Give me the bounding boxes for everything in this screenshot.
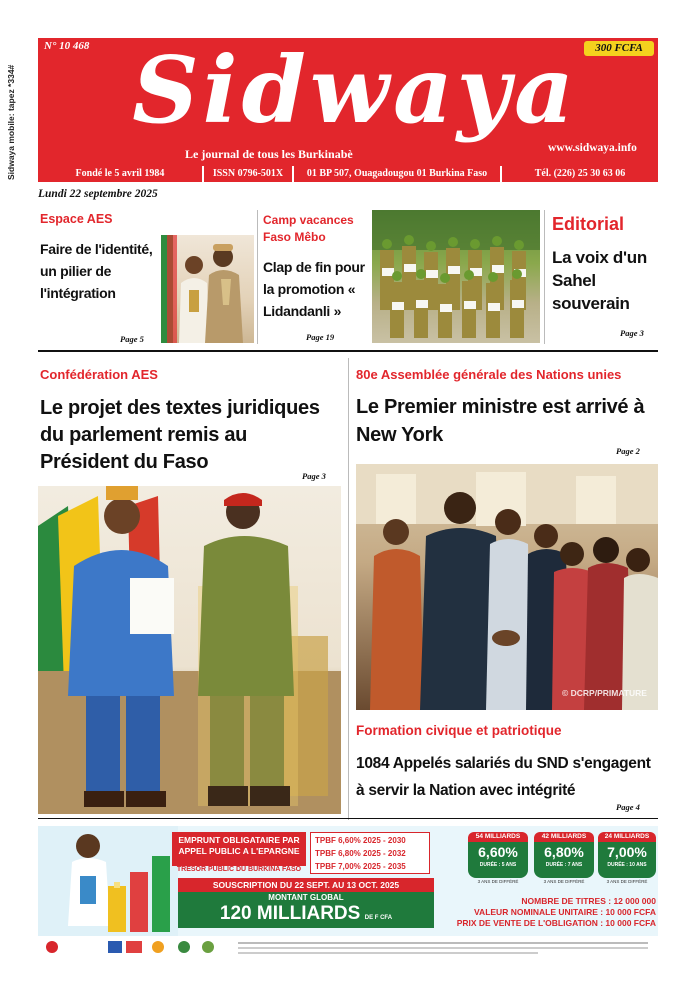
main-right-kicker: 80e Assemblée générale des Nations unies (356, 367, 622, 382)
ad-amount: 120 MILLIARDS (219, 903, 361, 924)
price-badge: 300 FCFA (584, 41, 654, 56)
ad-amount-label: MONTANT GLOBAL (268, 893, 344, 902)
divider (257, 210, 258, 344)
main-right-photo-art (356, 464, 658, 710)
editorial-headline[interactable]: La voix d'un Sahel souverain (552, 248, 647, 313)
ad-terms (442, 896, 656, 929)
main-left-kicker: Confédération AES (40, 367, 158, 382)
ad-rate-card (468, 832, 528, 878)
issn-info: ISSN 0796-501X (204, 166, 292, 182)
ad-rate-note: 3 ANS DE DIFFÉRÉ (477, 879, 519, 884)
secondary-page: Page 4 (616, 802, 640, 812)
ad-rate-duration: DURÉE : 5 ANS (479, 862, 517, 868)
sponsor-logos (38, 936, 658, 958)
logo: Sidwaya (132, 36, 578, 144)
teaser-2-kicker: Camp vacances Faso Mêbo (263, 213, 354, 244)
bond-advertisement[interactable] (38, 826, 658, 936)
website-link[interactable]: www.sidwaya.info (548, 142, 637, 154)
main-left-photo-art (38, 486, 341, 814)
ad-rate-note: 3 ANS DE DIFFÉRÉ (606, 879, 648, 884)
ad-rate-tag: 24 MILLIARDS (598, 832, 656, 842)
ad-rate-value: 6,60% (478, 844, 518, 860)
teaser-1-photo (161, 235, 254, 343)
ad-rate-note: 3 ANS DE DIFFÉRÉ (543, 879, 585, 884)
teaser-2-headline[interactable]: Clap de fin pour la promotion « Lidandanli » (263, 259, 365, 319)
issue-number: N° 10 468 (44, 40, 90, 52)
ad-title-line1: EMPRUNT OBLIGATAIRE PAR (178, 835, 300, 845)
ad-rate-card (534, 832, 594, 878)
founded-info: Fondé le 5 avril 1984 (38, 166, 202, 182)
divider (544, 210, 545, 344)
main-right-headline[interactable]: Le Premier ministre est arrivé à New York (356, 396, 645, 446)
section-rule (38, 350, 658, 352)
phone-info: Tél. (226) 25 30 63 06 (502, 166, 658, 182)
ad-nominal: VALEUR NOMINALE UNITAIRE : 10 000 FCFA (474, 907, 656, 917)
teaser-1-kicker: Espace AES (40, 212, 113, 226)
address-info: 01 BP 507, Ouagadougou 01 Burkina Faso (294, 166, 500, 182)
ad-rate-tag: 42 MILLIARDS (534, 832, 594, 842)
teaser-1-photo-art (161, 235, 254, 343)
ad-amount-box (178, 892, 434, 928)
divider (348, 358, 349, 820)
ad-footer-strip (38, 936, 658, 958)
teaser-2-photo (372, 210, 540, 343)
ad-rate-duration: DURÉE : 10 ANS (607, 862, 647, 868)
ad-tranche: TPBF 6,80% 2025 - 2032 (315, 849, 406, 858)
secondary-headline[interactable]: 1084 Appelés salariés du SND s'engagent à servir la Nation avec intégrité (356, 755, 651, 799)
ad-rate-card (598, 832, 656, 878)
ad-title-box (172, 832, 306, 866)
side-mobile-text: Sidwaya mobile: tapez *334# (6, 64, 16, 180)
main-left-page: Page 3 (302, 471, 326, 481)
ad-issuer: TRESOR PUBLIC DU BURKINA FASO (176, 866, 302, 873)
editorial-kicker: Editorial (552, 214, 625, 234)
ad-rate-value: 7,00% (607, 844, 647, 860)
main-right-page: Page 2 (616, 446, 640, 456)
teaser-2-page: Page 19 (306, 332, 335, 342)
ad-subscription: SOUSCRIPTION DU 22 SEPT. AU 13 OCT. 2025 (178, 878, 434, 892)
teaser-1-headline[interactable]: Faire de l'identité, un pilier de l'intégration (40, 241, 153, 301)
ad-rate-value: 6,80% (544, 844, 584, 860)
secondary-kicker: Formation civique et patriotique (356, 723, 562, 738)
ad-titles-count: NOMBRE DE TITRES : 12 000 000 (521, 896, 656, 906)
ad-rate-duration: DURÉE : 7 ANS (545, 862, 583, 868)
ad-currency: DE F CFA (364, 915, 393, 921)
photo-credit: © DCRP/PRIMATURE (562, 688, 647, 698)
main-left-headline[interactable]: Le projet des textes juridiques du parlement remis au Président du Faso (40, 397, 320, 473)
main-right-photo (356, 464, 658, 710)
main-left-photo (38, 486, 341, 814)
ad-rate-tag: 54 MILLIARDS (468, 832, 528, 842)
issue-date: Lundi 22 septembre 2025 (38, 188, 158, 200)
editorial-page: Page 3 (620, 328, 644, 338)
ad-illustration (38, 826, 178, 936)
ad-tranches (310, 832, 430, 874)
ad-sale-price: PRIX DE VENTE DE L'OBLIGATION : 10 000 FCFA (456, 918, 656, 928)
ad-tranche: TPBF 6,60% 2025 - 2030 (315, 836, 406, 845)
teaser-1-page: Page 5 (120, 334, 144, 344)
ad-tranche: TPBF 7,00% 2025 - 2035 (315, 862, 406, 871)
tagline: Le journal de tous les Burkinabè (185, 147, 353, 161)
teaser-2-photo-art (372, 210, 540, 343)
ad-title-line2: APPEL PUBLIC A L'EPARGNE (178, 846, 300, 856)
section-rule (38, 818, 658, 819)
